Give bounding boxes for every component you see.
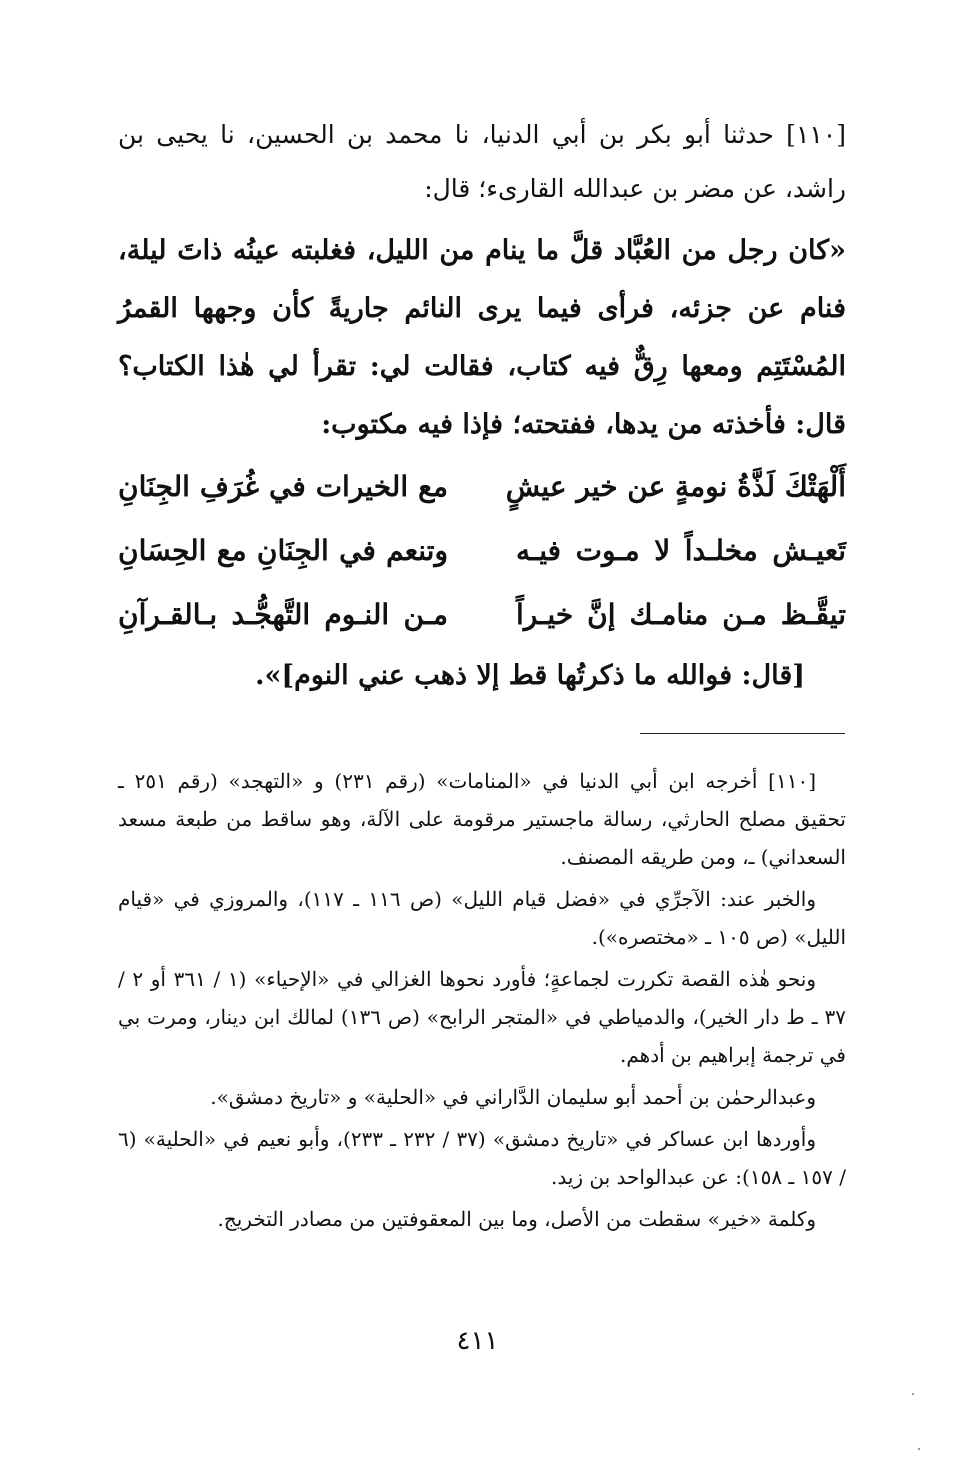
footnotes [118, 762, 846, 1242]
scan-speck [918, 1448, 920, 1450]
poem [118, 455, 846, 647]
scan-speck [912, 1393, 914, 1395]
verse-second-hemistich: مـن النـوم التَّهجُّـد بـالقـرآنِ [118, 598, 448, 631]
verse-second-hemistich: وتنعم في الجِنَانِ مع الحِسَانِ [118, 534, 448, 567]
footnote-paragraph: [١١٠] أخرجه ابن أبي الدنيا في «المنامات» (رقم ٢٣١) و «التهجد» (رقم ٢٥١ ـ تحقيق مصلح الحارثي، رسالة ماجستير مرقومة على الآلة، وهو ساقط من طبعة مسعد السعداني) ـ، ومن طريقه المصنف. [118, 769, 846, 869]
page-number: ٤١١ [456, 1326, 499, 1356]
footnote-paragraph: وكلمة «خير» سقطت من الأصل، وما بين المعقوفتين من مصادر التخريج. [217, 1207, 816, 1231]
poem-verse [118, 519, 846, 583]
footnote-separator [640, 733, 845, 734]
hadith-closing: [قال: فوالله ما ذكرتُها قط إلا ذهب عني النوم]». [255, 660, 805, 691]
hadith-isnad: [١١٠] حدثنا أبو بكر بن أبي الدنيا، نا محمد بن الحسين، نا يحيى بن راشد، عن مضر بن عبدالله القارىء؛ قال: [118, 120, 846, 203]
footnote-paragraph: والخبر عند: الآجرِّي في «فضل قيام الليل» (ص ١١٦ ـ ١١٧)، والمروزي في «قيام الليل» (ص ١٠٥ ـ «مختصره»). [118, 887, 846, 949]
verse-first-hemistich: أَلْهَتْكَ لَذَّةُ نومةٍ عن خير عيشٍ [505, 470, 846, 503]
verse-first-hemistich: تيقَّـظ مـن منامـك إنَّ خيـراً [516, 598, 846, 631]
verse-first-hemistich: تَعيـش مخلـداً لا مـوت فيـه [516, 534, 846, 567]
footnote-paragraph: وعبدالرحمٰن بن أحمد أبو سليمان الدَّاراني في «الحلية» و «تاريخ دمشق». [210, 1085, 816, 1109]
footnote-paragraph: وأوردها ابن عساكر في «تاريخ دمشق» (٣٧ / ٢٣٢ ـ ٢٣٣)، وأبو نعيم في «الحلية» (٦ / ١٥٧ ـ ١٥٨): عن عبدالواحد بن زيد. [118, 1127, 846, 1189]
poem-verse [118, 583, 846, 647]
hadith-narration: «كان رجل من العُبَّاد قلَّ ما ينام من الليل، فغلبته عينُه ذاتَ ليلة، فنام عن جزئه، فرأى فيما يرى النائم جاريةً كأن وجهها القمرُ المُسْتَتِم ومعها رِقٌّ فيه كتاب، فقالت لي: تقرأ لي هٰذا الكتاب؟ قال: فأخذته من يدها، ففتحته؛ فإذا فيه مكتوب: [118, 235, 846, 440]
verse-second-hemistich: مع الخيرات في غُرَفِ الجِنَانِ [118, 470, 448, 503]
poem-verse [118, 455, 846, 519]
footnote-paragraph: ونحو هٰذه القصة تكررت لجماعةٍ؛ فأورد نحوها الغزالي في «الإحياء» (١ / ٣٦١ أو ٢ / ٣٧ ـ ط دار الخير)، والدمياطي في «المتجر الرابح» (ص ١٣٦) لمالك ابن دينار، ومرت بي في ترجمة إبراهيم بن أدهم. [118, 967, 846, 1067]
